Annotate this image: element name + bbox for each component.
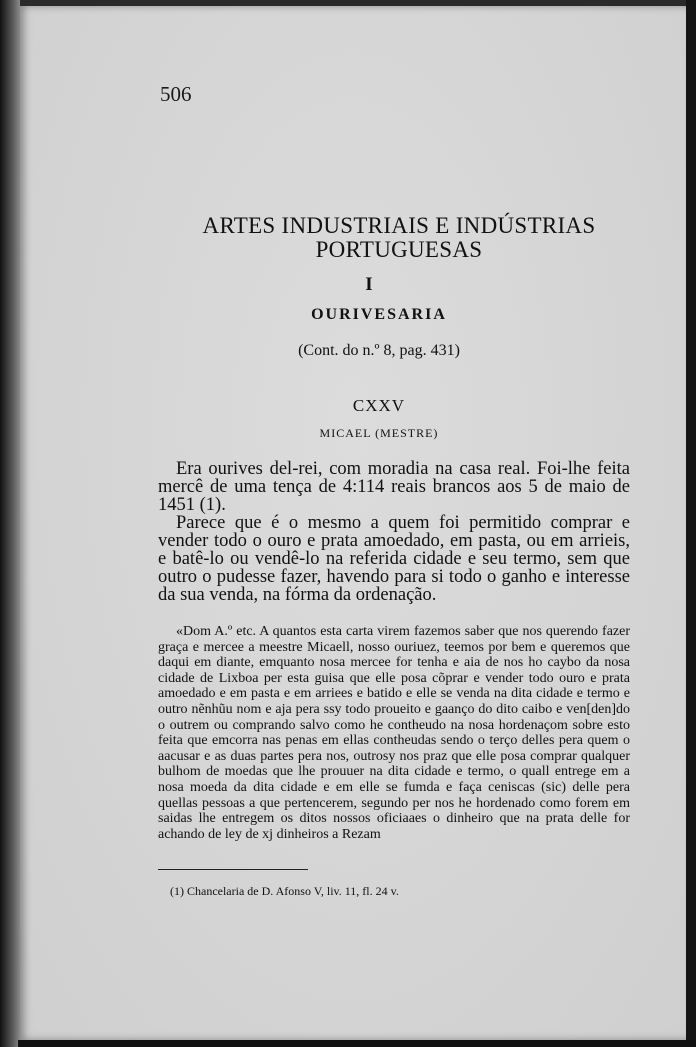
page-edge-bottom [18, 1040, 696, 1047]
quote-text: «Dom A.º etc. A quantos esta carta virem fazemos saber que nos querendo fazer graça e mercee a meestre Micaell, nosso ouriuez, teemos por bem e queremos que daqui em diante, emquanto nosa mercee for tenha e aia de nos ho caybo da nosa cidade de Lixboa per esta guisa que elle posa cõprar e vender todo ouro e prata amoedado e em pasta e em arriees e batido e elle se venda na dita cidade e termo e outro nẽnhũu nom e aja pera ssy todo proueito e gaanço do dito caibo e ven[den]do o outrem ou comprando salvo como he contheudo na nosa hordenaçom sobre esto feita que emcorra nas penas em ellas contheudas sendo o terço delles pera quem o aacusar e as duas partes pera nos, outrosy nos praz que elle posa comprar qualquer bulhom de moedas que lhe prouuer na dita cidade e termo, o quall entrege em a nosa moeda da dita cidade e em elle se fumda e faça ceniscas (sic) delle pera quellas pessoas a que pertencerem, segundo per nos he hordenado como forem em saidas lhe entregem os ditos nossos oficiaaes o dinheiro que na prata delle for achando de ley de xj dinheiros a Rezam [158, 624, 630, 842]
title-line-1: ARTES INDUSTRIAIS E INDÚSTRIAS [202, 213, 596, 238]
part-number: I [365, 274, 373, 295]
quoted-document [158, 624, 630, 842]
chapter-number: CXXV [352, 396, 406, 415]
footnote: (1) Chancelaria de D. Afonso V, liv. 11, fl. 24 v. [170, 884, 399, 898]
person-heading: MICAEL (MESTRE) [319, 426, 439, 440]
continuation-note: (Cont. do n.º 8, pag. 431) [298, 342, 460, 359]
title-line-2: PORTUGUESAS [315, 237, 483, 262]
page-number: 506 [160, 82, 192, 106]
body-text [158, 460, 630, 604]
page-edge-right [686, 0, 696, 1047]
paragraph-2: Parece que é o mesmo a quem foi permitido comprar e vender todo o ouro e prata amoedado, em pasta, ou em arrieis, e batê-lo ou vendê-lo na referida cidade e seu termo, sem que outro o pudesse fazer, havendo para si todo o ganho e interesse da sua venda, na fórma da ordenação. [158, 513, 630, 605]
book-spine [0, 0, 20, 1047]
article-title [160, 214, 638, 262]
paragraph-1: Era ourives del-rei, com moradia na casa real. Foi-lhe feita mercê de uma tença de 4:114 reais brancos aos 5 de maio de 1451 (1). [158, 459, 630, 515]
footnote-rule [158, 869, 308, 870]
section-heading: OURIVESARIA [311, 306, 447, 323]
